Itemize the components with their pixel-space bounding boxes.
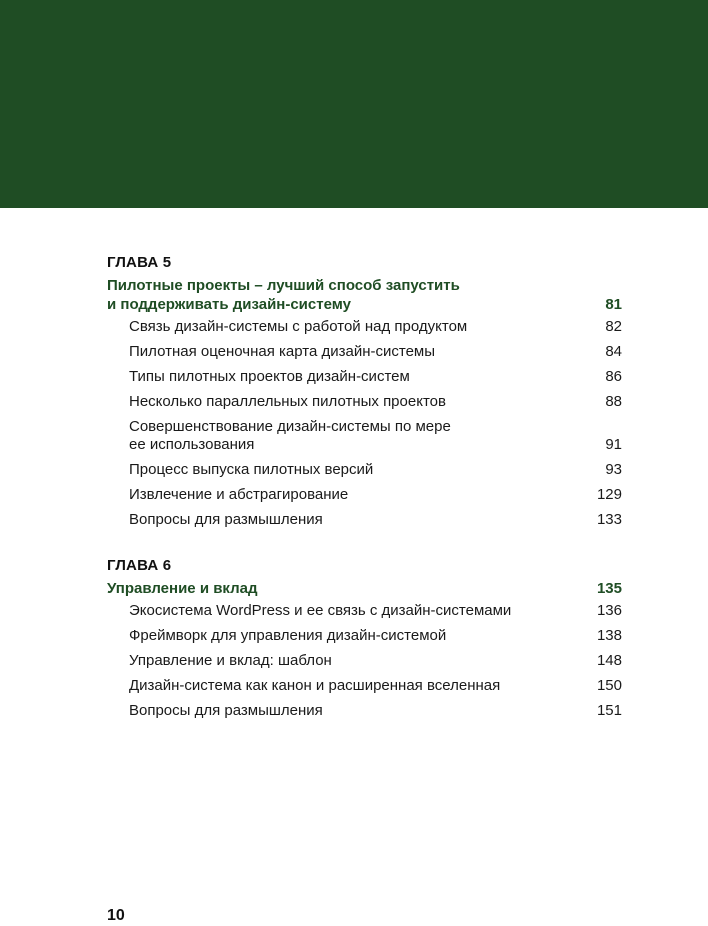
chapter-title-line1: Пилотные проекты – лучший способ запустить	[107, 277, 460, 294]
entry-title: Извлечение и абстрагирование	[129, 486, 349, 503]
chapter-label: ГЛАВА 5	[107, 254, 172, 271]
table-of-contents	[107, 252, 622, 727]
entry-page-number: 138	[596, 627, 622, 644]
toc-entry[interactable]	[107, 702, 622, 720]
entry-page-number: 82	[605, 318, 622, 335]
entry-title: Несколько параллельных пилотных проектов	[129, 393, 446, 410]
entry-page-number: 91	[605, 436, 622, 453]
entry-title: Управление и вклад: шаблон	[129, 652, 332, 669]
entry-title: Экосистема WordPress и ее связь с дизайн-системами	[129, 602, 512, 619]
toc-entry[interactable]	[107, 368, 622, 386]
toc-entry[interactable]	[107, 627, 622, 645]
entry-title: Типы пилотных проектов дизайн-систем	[129, 368, 410, 385]
entry-list	[107, 318, 622, 529]
entry-title: Вопросы для размышления	[129, 511, 323, 528]
header-color-band	[0, 0, 708, 208]
entry-page-number: 151	[596, 702, 622, 719]
entry-title: Связь дизайн-системы с работой над продуктом	[129, 318, 468, 335]
entry-page-number: 84	[605, 343, 622, 360]
toc-entry[interactable]	[107, 602, 622, 620]
entry-title-line1: Совершенствование дизайн-системы по мере	[129, 418, 451, 435]
chapter-5-section	[107, 252, 622, 529]
entry-title: Фреймворк для управления дизайн-системой	[129, 627, 447, 644]
entry-page-number: 148	[596, 652, 622, 669]
chapter-6-section	[107, 555, 622, 720]
entry-list	[107, 602, 622, 720]
toc-entry[interactable]	[107, 511, 622, 529]
toc-entry[interactable]	[107, 343, 622, 361]
chapter-title[interactable]	[107, 579, 622, 598]
chapter-page-number: 135	[596, 580, 622, 597]
toc-entry[interactable]	[107, 677, 622, 695]
toc-entry[interactable]	[107, 652, 622, 670]
toc-entry[interactable]	[107, 318, 622, 336]
chapter-title-text: Управление и вклад	[107, 580, 258, 597]
chapter-title[interactable]	[107, 276, 622, 314]
entry-title: Дизайн-система как канон и расширенная вселенная	[129, 677, 501, 694]
page-number: 10	[107, 907, 125, 924]
entry-title: Вопросы для размышления	[129, 702, 323, 719]
chapter-page-number: 81	[605, 296, 622, 313]
entry-page-number: 93	[605, 461, 622, 478]
entry-page-number: 86	[605, 368, 622, 385]
entry-title-line2: ее использования	[129, 436, 255, 453]
entry-page-number: 136	[596, 602, 622, 619]
entry-title: Процесс выпуска пилотных версий	[129, 461, 374, 478]
entry-page-number: 129	[596, 486, 622, 503]
entry-page-number: 133	[596, 511, 622, 528]
entry-title: Пилотная оценочная карта дизайн-системы	[129, 343, 435, 360]
toc-entry[interactable]	[107, 393, 622, 411]
entry-page-number: 88	[605, 393, 622, 410]
toc-entry[interactable]	[107, 461, 622, 479]
entry-page-number: 150	[596, 677, 622, 694]
toc-entry[interactable]	[107, 486, 622, 504]
chapter-title-line2: и поддерживать дизайн-систему	[107, 296, 351, 313]
toc-entry[interactable]	[107, 418, 622, 454]
chapter-label: ГЛАВА 6	[107, 557, 172, 574]
